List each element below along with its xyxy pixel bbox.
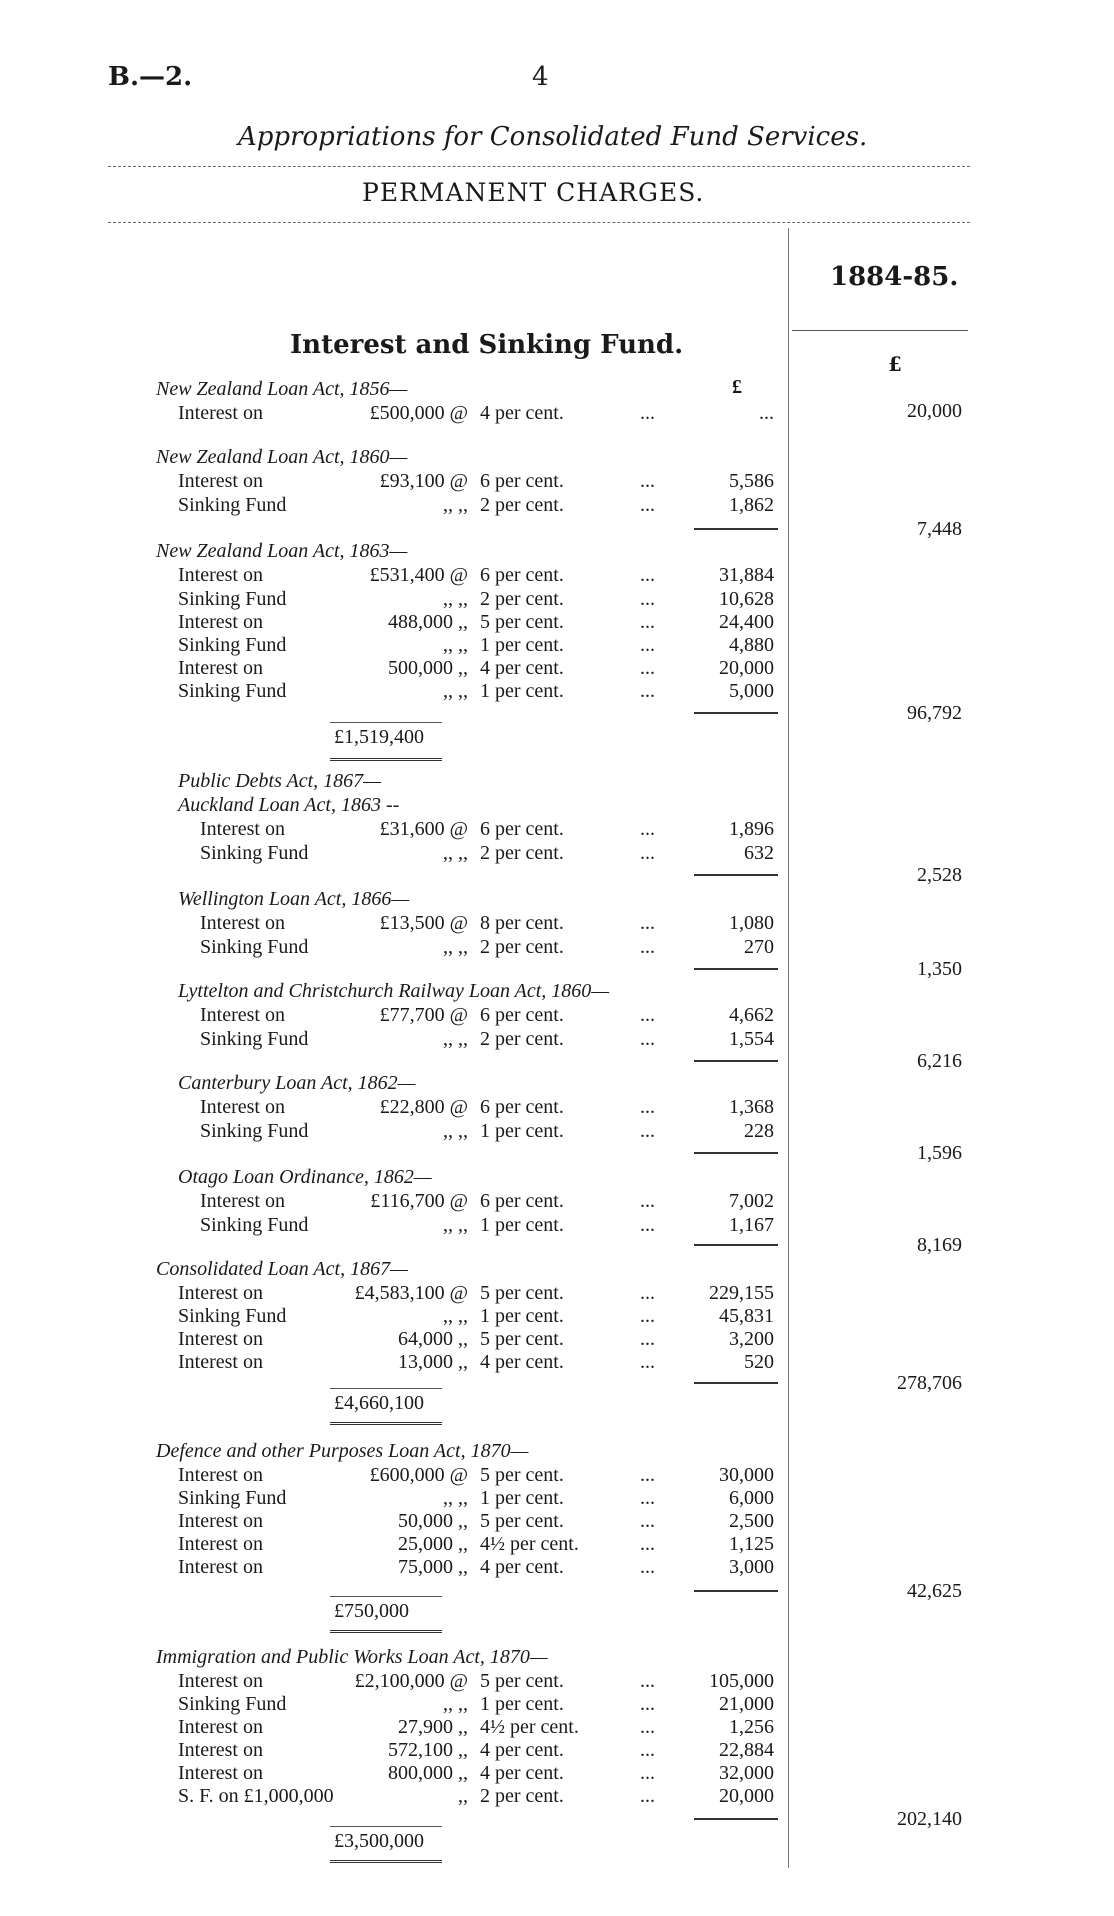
row-principal: £13,500 @ <box>379 912 468 934</box>
year-total: 42,625 <box>907 1580 962 1602</box>
row-leader: ... <box>640 1120 655 1142</box>
row-leader: ... <box>640 1190 655 1212</box>
row-leader: ... <box>640 1785 655 1807</box>
row-principal: 75,000 ,, <box>398 1556 468 1578</box>
row-principal: ,, ,, <box>443 494 468 516</box>
row-leader: ... <box>640 680 655 702</box>
row-leader: ... <box>640 1282 655 1304</box>
act-heading: New Zealand Loan Act, 1863— <box>156 540 408 562</box>
row-label: Interest on <box>178 564 263 586</box>
row-principal: ,, ,, <box>443 1487 468 1509</box>
row-rate: 6 per cent. <box>480 470 564 492</box>
row-principal: 13,000 ,, <box>398 1351 468 1373</box>
row-label: Sinking Fund <box>178 1305 287 1327</box>
row-principal: £116,700 @ <box>370 1190 468 1212</box>
row-rate: 6 per cent. <box>480 818 564 840</box>
row-label: Sinking Fund <box>178 494 287 516</box>
row-amount: 1,256 <box>729 1716 774 1738</box>
row-amount: 3,000 <box>729 1556 774 1578</box>
act-heading: Otago Loan Ordinance, 1862— <box>178 1166 432 1188</box>
row-principal: £531,400 @ <box>369 564 468 586</box>
row-amount: 30,000 <box>719 1464 774 1486</box>
row-rate: 1 per cent. <box>480 1487 564 1509</box>
row-rate: 6 per cent. <box>480 1004 564 1026</box>
year-total: 20,000 <box>907 400 962 422</box>
row-label: Interest on <box>200 1004 285 1026</box>
row-amount: 45,831 <box>719 1305 774 1327</box>
act-heading: Wellington Loan Act, 1866— <box>178 888 410 910</box>
row-rate: 2 per cent. <box>480 1785 564 1807</box>
row-label: Sinking Fund <box>200 1214 309 1236</box>
row-principal: ,, ,, <box>443 1028 468 1050</box>
principal-rule <box>330 1388 442 1389</box>
row-label: Interest on <box>178 1328 263 1350</box>
year-total: 1,596 <box>917 1142 962 1164</box>
row-label: Interest on <box>200 1096 285 1118</box>
document-ref: B.—2. <box>108 62 193 92</box>
act-heading: New Zealand Loan Act, 1856— <box>156 378 408 400</box>
row-rate: 4 per cent. <box>480 1762 564 1784</box>
row-rate: 2 per cent. <box>480 842 564 864</box>
row-label: Interest on <box>178 470 263 492</box>
sum-rule <box>694 968 778 970</box>
row-rate: 5 per cent. <box>480 1670 564 1692</box>
row-label: Sinking Fund <box>178 680 287 702</box>
row-leader: ... <box>640 1305 655 1327</box>
sum-rule <box>694 1818 778 1820</box>
row-amount: 1,554 <box>729 1028 774 1050</box>
row-principal: ,, ,, <box>443 680 468 702</box>
row-amount: 1,167 <box>729 1214 774 1236</box>
row-rate: 4 per cent. <box>480 657 564 679</box>
row-label: Interest on <box>178 1556 263 1578</box>
row-label: Interest on <box>178 1716 263 1738</box>
year-total: 96,792 <box>907 702 962 724</box>
row-leader: ... <box>640 1739 655 1761</box>
row-label: Sinking Fund <box>178 634 287 656</box>
row-rate: 4½ per cent. <box>480 1716 579 1738</box>
act-heading: Lyttelton and Christchurch Railway Loan Act, 1860— <box>178 980 610 1002</box>
row-amount: 4,662 <box>729 1004 774 1026</box>
row-amount: 270 <box>744 936 774 958</box>
year-rule <box>792 330 968 331</box>
sub-act-heading: Auckland Loan Act, 1863 -- <box>178 794 400 816</box>
column-divider <box>788 228 789 1868</box>
row-rate: 6 per cent. <box>480 1190 564 1212</box>
row-principal: ,, ,, <box>443 936 468 958</box>
row-principal: 25,000 ,, <box>398 1533 468 1555</box>
row-amount: 20,000 <box>719 657 774 679</box>
row-leader: ... <box>640 1716 655 1738</box>
row-amount: ... <box>759 402 774 424</box>
row-rate: 5 per cent. <box>480 1328 564 1350</box>
row-rate: 2 per cent. <box>480 1028 564 1050</box>
row-amount: 22,884 <box>719 1739 774 1761</box>
row-label: Interest on <box>178 402 263 424</box>
row-label: Interest on <box>178 611 263 633</box>
year-total: 202,140 <box>897 1808 962 1830</box>
row-leader: ... <box>640 1556 655 1578</box>
row-leader: ... <box>640 1096 655 1118</box>
row-leader: ... <box>640 470 655 492</box>
row-leader: ... <box>640 1670 655 1692</box>
row-rate: 4 per cent. <box>480 1739 564 1761</box>
row-leader: ... <box>640 1328 655 1350</box>
row-amount: 6,000 <box>729 1487 774 1509</box>
row-amount: 228 <box>744 1120 774 1142</box>
row-rate: 6 per cent. <box>480 564 564 586</box>
row-label: Sinking Fund <box>178 1693 287 1715</box>
year-total: 8,169 <box>917 1234 962 1256</box>
page-number: 4 <box>532 62 549 92</box>
act-heading: Immigration and Public Works Loan Act, 1870— <box>156 1646 548 1668</box>
row-amount: 4,880 <box>729 634 774 656</box>
act-heading: Public Debts Act, 1867— <box>178 770 381 792</box>
page-subtitle: PERMANENT CHARGES. <box>362 178 705 207</box>
row-label: Sinking Fund <box>178 1487 287 1509</box>
row-rate: 5 per cent. <box>480 611 564 633</box>
row-principal: 50,000 ,, <box>398 1510 468 1532</box>
row-principal: 572,100 ,, <box>388 1739 468 1761</box>
row-principal: 64,000 ,, <box>398 1328 468 1350</box>
row-principal: ,, ,, <box>443 634 468 656</box>
row-rate: 4 per cent. <box>480 1556 564 1578</box>
year-total: 2,528 <box>917 864 962 886</box>
row-label: Interest on <box>178 1670 263 1692</box>
subtitle-rule <box>108 222 970 223</box>
row-leader: ... <box>640 1487 655 1509</box>
row-amount: 1,896 <box>729 818 774 840</box>
principal-double-rule <box>330 758 442 761</box>
row-label: Sinking Fund <box>200 842 309 864</box>
row-rate: 1 per cent. <box>480 1693 564 1715</box>
year-total: 6,216 <box>917 1050 962 1072</box>
row-amount: 632 <box>744 842 774 864</box>
row-amount: 32,000 <box>719 1762 774 1784</box>
row-label: Interest on <box>200 912 285 934</box>
row-leader: ... <box>640 402 655 424</box>
act-heading: Canterbury Loan Act, 1862— <box>178 1072 416 1094</box>
act-heading: Defence and other Purposes Loan Act, 1870— <box>156 1440 529 1462</box>
act-heading: New Zealand Loan Act, 1860— <box>156 446 408 468</box>
row-rate: 1 per cent. <box>480 680 564 702</box>
row-amount: 105,000 <box>709 1670 774 1692</box>
row-rate: 1 per cent. <box>480 1120 564 1142</box>
row-principal: £77,700 @ <box>379 1004 468 1026</box>
sum-rule <box>694 1590 778 1592</box>
row-amount: 1,368 <box>729 1096 774 1118</box>
row-rate: 2 per cent. <box>480 588 564 610</box>
row-principal: £4,583,100 @ <box>354 1282 468 1304</box>
row-principal: ,, ,, <box>443 1120 468 1142</box>
row-rate: 1 per cent. <box>480 634 564 656</box>
row-amount: 31,884 <box>719 564 774 586</box>
page-title: Appropriations for Consolidated Fund Services. <box>238 122 868 152</box>
row-leader: ... <box>640 842 655 864</box>
row-amount: 3,200 <box>729 1328 774 1350</box>
row-principal: 500,000 ,, <box>388 657 468 679</box>
row-label: Interest on <box>200 1190 285 1212</box>
year-total: 7,448 <box>917 518 962 540</box>
row-rate: 1 per cent. <box>480 1305 564 1327</box>
row-amount: 5,586 <box>729 470 774 492</box>
row-label: Interest on <box>200 818 285 840</box>
row-rate: 4 per cent. <box>480 402 564 424</box>
principal-rule <box>330 1596 442 1597</box>
row-label: Interest on <box>178 1510 263 1532</box>
row-rate: 6 per cent. <box>480 1096 564 1118</box>
row-leader: ... <box>640 564 655 586</box>
row-amount: 21,000 <box>719 1693 774 1715</box>
principal-total: £750,000 <box>334 1600 409 1622</box>
row-principal: ,, ,, <box>443 588 468 610</box>
row-label: Interest on <box>178 1351 263 1373</box>
row-rate: 5 per cent. <box>480 1464 564 1486</box>
row-label: Sinking Fund <box>178 588 287 610</box>
row-amount: 5,000 <box>729 680 774 702</box>
row-principal: ,, ,, <box>443 1305 468 1327</box>
row-principal: 488,000 ,, <box>388 611 468 633</box>
year-total: 278,706 <box>897 1372 962 1394</box>
column-currency: £ <box>732 376 742 398</box>
row-principal: £500,000 @ <box>369 402 468 424</box>
row-leader: ... <box>640 1693 655 1715</box>
sum-rule <box>694 1244 778 1246</box>
row-label: S. F. on £1,000,000 <box>178 1785 334 1807</box>
sum-rule <box>694 712 778 714</box>
principal-total: £1,519,400 <box>334 726 424 748</box>
row-label: Sinking Fund <box>200 936 309 958</box>
sum-rule <box>694 874 778 876</box>
row-leader: ... <box>640 1214 655 1236</box>
row-principal: ,, ,, <box>443 1693 468 1715</box>
row-leader: ... <box>640 1533 655 1555</box>
row-leader: ... <box>640 1351 655 1373</box>
principal-double-rule <box>330 1860 442 1863</box>
row-leader: ... <box>640 494 655 516</box>
principal-total: £3,500,000 <box>334 1830 424 1852</box>
year-total: 1,350 <box>917 958 962 980</box>
act-heading: Consolidated Loan Act, 1867— <box>156 1258 408 1280</box>
row-principal: £600,000 @ <box>369 1464 468 1486</box>
row-amount: 2,500 <box>729 1510 774 1532</box>
row-rate: 2 per cent. <box>480 936 564 958</box>
principal-double-rule <box>330 1630 442 1633</box>
row-label: Sinking Fund <box>200 1120 309 1142</box>
year-currency: £ <box>888 352 902 376</box>
sum-rule <box>694 528 778 530</box>
row-leader: ... <box>640 588 655 610</box>
row-amount: 520 <box>744 1351 774 1373</box>
row-label: Interest on <box>178 1533 263 1555</box>
row-leader: ... <box>640 1762 655 1784</box>
row-principal: 800,000 ,, <box>388 1762 468 1784</box>
row-principal: ,, <box>458 1785 468 1807</box>
row-leader: ... <box>640 1464 655 1486</box>
row-rate: 8 per cent. <box>480 912 564 934</box>
row-leader: ... <box>640 611 655 633</box>
row-rate: 5 per cent. <box>480 1282 564 1304</box>
row-label: Interest on <box>178 1464 263 1486</box>
row-principal: 27,900 ,, <box>398 1716 468 1738</box>
row-amount: 1,862 <box>729 494 774 516</box>
row-amount: 1,125 <box>729 1533 774 1555</box>
row-label: Interest on <box>178 1739 263 1761</box>
row-rate: 2 per cent. <box>480 494 564 516</box>
row-amount: 229,155 <box>709 1282 774 1304</box>
row-principal: £22,800 @ <box>379 1096 468 1118</box>
row-principal: £93,100 @ <box>379 470 468 492</box>
principal-rule <box>330 1826 442 1827</box>
row-principal: £2,100,000 @ <box>354 1670 468 1692</box>
row-principal: ,, ,, <box>443 1214 468 1236</box>
row-leader: ... <box>640 1028 655 1050</box>
row-leader: ... <box>640 912 655 934</box>
row-leader: ... <box>640 818 655 840</box>
principal-rule <box>330 722 442 723</box>
row-rate: 4½ per cent. <box>480 1533 579 1555</box>
principal-total: £4,660,100 <box>334 1392 424 1414</box>
row-amount: 10,628 <box>719 588 774 610</box>
row-label: Interest on <box>178 1282 263 1304</box>
section-heading: Interest and Sinking Fund. <box>290 330 684 360</box>
row-principal: ,, ,, <box>443 842 468 864</box>
row-leader: ... <box>640 1004 655 1026</box>
sum-rule <box>694 1382 778 1384</box>
principal-double-rule <box>330 1422 442 1425</box>
row-label: Interest on <box>178 657 263 679</box>
row-principal: £31,600 @ <box>379 818 468 840</box>
title-rule <box>108 166 970 167</box>
row-leader: ... <box>640 657 655 679</box>
row-leader: ... <box>640 936 655 958</box>
row-amount: 7,002 <box>729 1190 774 1212</box>
row-leader: ... <box>640 634 655 656</box>
year-heading: 1884-85. <box>830 262 959 292</box>
row-rate: 4 per cent. <box>480 1351 564 1373</box>
row-amount: 1,080 <box>729 912 774 934</box>
row-rate: 5 per cent. <box>480 1510 564 1532</box>
row-rate: 1 per cent. <box>480 1214 564 1236</box>
row-amount: 20,000 <box>719 1785 774 1807</box>
row-amount: 24,400 <box>719 611 774 633</box>
row-label: Sinking Fund <box>200 1028 309 1050</box>
sum-rule <box>694 1060 778 1062</box>
sum-rule <box>694 1152 778 1154</box>
row-leader: ... <box>640 1510 655 1532</box>
row-label: Interest on <box>178 1762 263 1784</box>
